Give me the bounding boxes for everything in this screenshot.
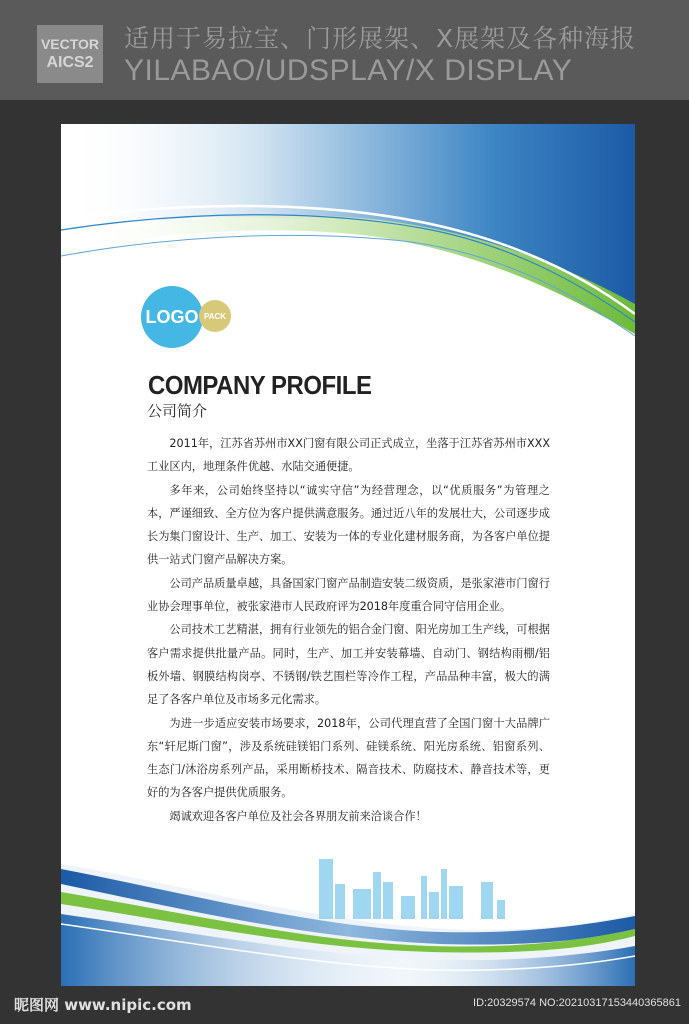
badge-line2: AICS2 [46,54,94,71]
pack-circle: PACK [199,300,231,332]
footer-id: ID:20329574 NO:20210317153440365861 [473,997,681,1009]
vector-badge [37,25,103,83]
banner-title-en: YILABAO/UDSPLAY/X DISPLAY [124,54,573,87]
logo-circle: LOGO [141,286,203,348]
footer-site: 昵图网 www.nipic.com [14,996,192,1014]
badge-line1: VECTOR [40,36,100,52]
company-profile-title: COMPANY PROFILE [148,370,372,400]
poster [61,124,635,986]
banner-title-cn: 适用于易拉宝、门形展架、X展架及各种海报 [124,24,637,53]
paragraph: 公司技术工艺精湛，拥有行业领先的铝合金门窗、阳光房加工生产线，可根据客户需求提供批量产品。同时，生产、加工并安装幕墙、自动门、钢结构雨棚/铝板外墙、钢膜结构岗亭、不锈钢/铁艺围栏等冷作工程，产品品种丰富，极大的满足了各客户单位及市场多元化需求。 [147,623,550,707]
top-banner [0,0,689,100]
profile-body [147,432,550,828]
paragraph: 竭诚欢迎各客户单位及社会各界朋友前来洽谈合作！ [169,809,427,823]
paragraph: 2011年，江苏省苏州市XX门窗有限公司正式成立，坐落于江苏省苏州市XXX工业区内，地理条件优越、水陆交通便捷。 [147,437,550,474]
paragraph: 为进一步适应安装市场要求，2018年，公司代理直营了全国门窗十大品牌广东“轩尼斯门窗”，涉及系统硅镁铝门系列、硅镁系统、阳光房系统、铝窗系列、生态门/沐浴房系列产品，采用断桥技术、隔音技术、防腐技术、静音技术等，更好的为各客户提供优质服务。 [147,716,550,800]
paragraph: 多年来，公司始终坚持以“诚实守信”为经营理念，以“优质服务”为管理之本，严谨细致、全方位为客户提供满意服务。通过近八年的发展壮大，公司逐步成长为集门窗设计、生产、加工、安装为一体的专业化建材服务商，为各客户单位提供一站式门窗产品解决方案。 [147,483,550,567]
company-profile-subtitle: 公司简介 [147,402,208,420]
paragraph: 公司产品质量卓越，具备国家门窗产品制造安装二级资质，是张家港市门窗行业协会理事单位，被张家港市人民政府评为2018年度重合同守信用企业。 [147,576,550,614]
